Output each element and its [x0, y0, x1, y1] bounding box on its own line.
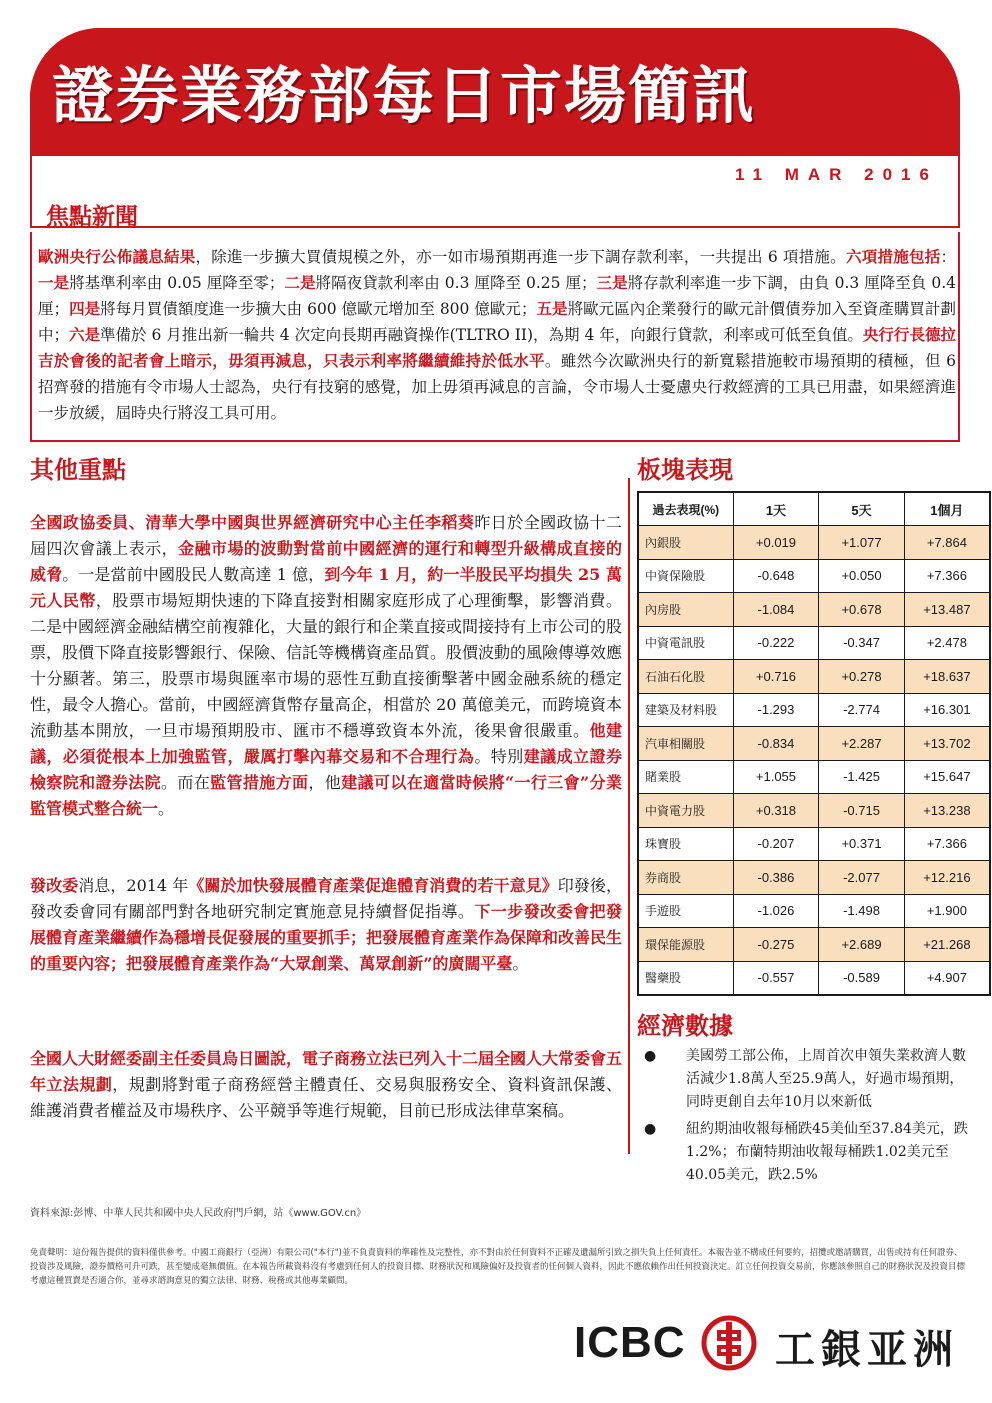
five-day-cell: -0.715 [819, 794, 905, 828]
five-day-cell: -1.498 [819, 894, 905, 928]
sector-name-cell: 券商股 [638, 861, 733, 895]
table-row [638, 961, 990, 995]
page-title: 證券業務部每日市場簡訊 [52, 59, 757, 132]
highlight-text: 建議可以在適當時候將“一行三會”分業監管模式整合統一 [30, 773, 622, 818]
body-text: 將歐元區內企業發行的歐元計價債券加入至資產購買計劃中； [38, 300, 956, 344]
table-row [638, 593, 990, 627]
sector-name-cell: 汽車相關股 [638, 727, 733, 761]
col-header: 1天 [733, 492, 819, 526]
one-month-cell: +7.366 [904, 559, 990, 593]
body-text: 。而在 [161, 773, 211, 792]
table-row [638, 827, 990, 861]
one-month-cell: +1.900 [904, 894, 990, 928]
one-month-cell: +4.907 [904, 961, 990, 995]
one-month-cell: +12.216 [904, 861, 990, 895]
highlight-text: 六是 [69, 325, 101, 344]
body-text: 印發後，發改委會同有關部門對各地研究制定實施意見持續督促指導。 [30, 876, 622, 921]
highlight-text: 到今年 1 月，約一半股民平均損失 25 萬元人民幣 [30, 565, 622, 610]
body-text: 將存款利率進一步下調，由負 0.3 厘降至負 0.4 厘； [38, 274, 956, 318]
sector-name-cell: 內房股 [638, 593, 733, 627]
body-text: ，規劃將對電子商務經營主體責任、交易與服務安全、資料資訊保護、維護消費者權益及市場秩序、公平競爭等進行規範，目前已形成法律草案稿。 [30, 1075, 622, 1120]
sector-name-cell: 內銀股 [638, 526, 733, 560]
highlight-text: 金融市場的波動對當前中國經濟的運行和轉型升級構成直接的威脅 [30, 539, 622, 584]
table-row [638, 660, 990, 694]
highlight-text: 他建議，必須從根本上加強監管，嚴厲打擊內幕交易和不合理行為 [30, 721, 622, 766]
body-text: 消息，2014 年 [78, 876, 189, 895]
table-row [638, 760, 990, 794]
sector-name-cell: 珠寶股 [638, 827, 733, 861]
one-day-cell: +0.318 [733, 794, 819, 828]
one-day-cell: -0.207 [733, 827, 819, 861]
one-month-cell: +16.301 [904, 693, 990, 727]
one-day-cell: +0.019 [733, 526, 819, 560]
col-header: 過去表現(%) [638, 492, 733, 526]
sector-performance-heading: 板塊表現 [637, 456, 733, 484]
highlight-text: 發改委 [30, 876, 79, 895]
economic-data-heading: 經濟數據 [637, 1012, 733, 1040]
sector-table-wrap [637, 491, 991, 996]
one-month-cell: +7.366 [904, 827, 990, 861]
highlight-item [30, 510, 622, 822]
highlight-item [30, 1046, 622, 1124]
icbc-logo-text: ICBC [574, 1318, 686, 1367]
five-day-cell: +1.077 [819, 526, 905, 560]
table-row [638, 928, 990, 962]
icbc-asia-logo-text: 工銀亚洲 [775, 1327, 959, 1373]
list-item [644, 1118, 969, 1187]
highlight-text: 三是 [596, 273, 628, 292]
body-text: ，股票市場短期快速的下降直接對相關家庭形成了心理衝擊，影響消費。二是中國經濟金融結構空前複雜化，大量的銀行和企業直接或間接持有上市公司的股票，股價下降直接影響銀行、保險、信託等機構資產品質。股價波動的風險傳導效應十分顯著。第三，股票市場與匯率市場的惡性互動直接衝擊著中國金融系統的穩定性，最令人擔心。當前，中國經濟貨幣存量高企，相當於 20 萬億美元，而跨境資本流動基本開放，一旦市場預期股市、匯市不穩導致資本外流，後果會很嚴重。 [30, 591, 623, 740]
one-day-cell: -0.648 [733, 559, 819, 593]
one-month-cell: +13.487 [904, 593, 990, 627]
one-day-cell: -1.084 [733, 593, 819, 627]
icbc-emblem-icon [700, 1314, 758, 1376]
highlight-text: 五是 [536, 299, 568, 318]
one-day-cell: -0.386 [733, 861, 819, 895]
highlight-text: 一是 [38, 273, 70, 292]
highlight-text: 歐洲央行公佈議息結果 [38, 247, 196, 266]
highlight-text: 《關於加快發展體育產業促進體育消費的若干意見》 [188, 876, 558, 895]
highlight-text: 四是 [69, 299, 101, 318]
highlight-item [30, 873, 622, 977]
one-month-cell: +15.647 [904, 760, 990, 794]
one-day-cell: -1.293 [733, 693, 819, 727]
table-row [638, 861, 990, 895]
highlight-text: 央行行長德拉吉於會後的記者會上暗示，毋須再減息，只表示利率將繼續維持於低水平 [38, 325, 956, 370]
table-row [638, 693, 990, 727]
one-day-cell: -0.834 [733, 727, 819, 761]
one-month-cell: +7.864 [904, 526, 990, 560]
body-text: 。一是當前中國股民人數高達 1 億， [62, 565, 325, 584]
one-month-cell: +2.478 [904, 626, 990, 660]
bullet-icon: ● [644, 1121, 657, 1137]
sector-name-cell: 中資保險股 [638, 559, 733, 593]
table-row [638, 626, 990, 660]
highlight-text: 建議成立證券檢察院和證券法院 [30, 747, 622, 792]
sector-name-cell: 賭業股 [638, 760, 733, 794]
table-row [638, 794, 990, 828]
sector-name-cell: 中資電訊股 [638, 626, 733, 660]
sector-name-cell: 石油石化股 [638, 660, 733, 694]
one-month-cell: +18.637 [904, 660, 990, 694]
five-day-cell: -2.774 [819, 693, 905, 727]
body-text: ，他 [308, 773, 342, 792]
one-day-cell: +0.716 [733, 660, 819, 694]
body-text: 將隔夜貸款利率由 0.3 厘降至 0.25 厘； [315, 274, 597, 292]
sector-name-cell: 醫藥股 [638, 961, 733, 995]
five-day-cell: +2.287 [819, 727, 905, 761]
economic-data-list [644, 1045, 969, 1191]
five-day-cell: -1.425 [819, 760, 905, 794]
one-day-cell: +1.055 [733, 760, 819, 794]
column-divider [628, 478, 630, 1154]
highlight-text: 監管措施方面 [210, 773, 309, 792]
table-row [638, 894, 990, 928]
body-text: 。 [158, 799, 175, 818]
five-day-cell: -0.347 [819, 626, 905, 660]
disclaimer: 免責聲明：這份報告提供的資料僅供參考。中國工商銀行（亞洲）有限公司("本行")並不負責資料的準確性及完整性，亦不對由於任何資料不正確及遺漏所引致之損失負上任何責任。本報告並不構成任何要約，招攬或邀請購買，出售或持有任何證券、投資涉及風險，證券價格可升可跌，甚至變成毫無價值。在本報告所載資料沒有考慮到任何人的投資目標、財務狀況和風險偏好及投資者的任何個人資料，因此不應依賴作出任何投資決定。訂立任何投資交易前，你應該參照自己的財務狀況及投資目標考慮這種買賣是否適合你，並尋求諮詢意見的獨立法律、財務、稅務或其他專業顧問。 [30, 1248, 966, 1286]
sector-performance-table [637, 491, 991, 996]
economic-data-text: 紐約期油收報每桶跌45美仙至37.84美元，跌1.2%；布蘭特期油收報每桶跌1.02美元至40.05美元，跌2.5% [686, 1121, 968, 1183]
highlight-text: 下一步發改委會把發展體育產業繼續作為穩增長促發展的重要抓手；把發展體育產業作為保障和改善民生的重要內容；把發展體育產業作為“大眾創業、萬眾創新”的廣闊平臺 [30, 902, 623, 973]
sector-name-cell: 建築及材料股 [638, 693, 733, 727]
body-text: ： [940, 248, 956, 266]
five-day-cell: +2.689 [819, 928, 905, 962]
bullet-icon: ● [644, 1048, 657, 1064]
sector-name-cell: 手遊股 [638, 894, 733, 928]
five-day-cell: +0.278 [819, 660, 905, 694]
one-day-cell: -1.026 [733, 894, 819, 928]
one-day-cell: -0.275 [733, 928, 819, 962]
economic-data-text: 美國勞工部公佈，上周首次申領失業救濟人數活減少1.8萬人至25.9萬人，好過市場預期，同時更創自去年10月以來新低 [686, 1048, 966, 1110]
body-text: 將每月買債額度進一步擴大由 600 億歐元增加至 800 億歐元； [100, 300, 537, 318]
sector-name-cell: 中資電力股 [638, 794, 733, 828]
col-header: 5天 [819, 492, 905, 526]
one-day-cell: -0.557 [733, 961, 819, 995]
one-month-cell: +21.268 [904, 928, 990, 962]
sector-name-cell: 環保能源股 [638, 928, 733, 962]
five-day-cell: +0.678 [819, 593, 905, 627]
table-header-row [638, 492, 990, 526]
report-date: 11 MAR 2016 [735, 165, 938, 184]
body-text: 。 [512, 954, 529, 973]
body-text: 。特別 [474, 747, 524, 766]
body-text: 。雖然今次歐洲央行的新寬鬆措施較市場預期的積極，但 6 招齊發的措施有令市場人士認為，央行有技窮的感覺，加上毋須再減息的言論，令市場人士憂慮央行救經濟的工具已用盡，如果經濟進一步放緩，屆時央行將沒工具可用。 [38, 352, 956, 422]
body-text: 將基準利率由 0.05 厘降至零； [69, 274, 285, 292]
five-day-cell: -0.589 [819, 961, 905, 995]
one-month-cell: +13.238 [904, 794, 990, 828]
table-row [638, 559, 990, 593]
focus-news-heading: 焦點新聞 [46, 204, 138, 230]
col-header: 1個月 [904, 492, 990, 526]
body-text: 昨日於全國政協十二屆四次會議上表示， [30, 513, 622, 558]
focus-news-paragraph [38, 244, 956, 426]
five-day-cell: +0.371 [819, 827, 905, 861]
highlight-text: 全國政協委員、清華大學中國與世界經濟研究中心主任李稻葵 [30, 513, 475, 532]
list-item [644, 1045, 969, 1114]
five-day-cell: +0.050 [819, 559, 905, 593]
body-text: 準備於 6 月推出新一輪共 4 次定向長期再融資操作(TLTRO II)，為期 4 年，向銀行貸款，利率或可低至負值。 [100, 326, 863, 344]
highlight-text: 二是 [284, 273, 316, 292]
one-day-cell: -0.222 [733, 626, 819, 660]
highlight-text: 全國人大財經委副主任委員烏日圖說，電子商務立法已列入十二屆全國人大常委會五年立法規劃 [30, 1049, 623, 1094]
highlight-text: 六項措施包括 [845, 247, 941, 266]
body-text: ，除進一步擴大買債規模之外，亦一如市場預期再進一步下調存款利率，一共提出 6 項措施。 [195, 248, 846, 266]
table-row [638, 727, 990, 761]
one-month-cell: +13.702 [904, 727, 990, 761]
five-day-cell: -2.077 [819, 861, 905, 895]
source-note: 資料來源:彭博、中華人民共和國中央人民政府門戶網，站《www.GOV.cn》 [30, 1208, 367, 1219]
table-row [638, 526, 990, 560]
other-highlights-heading: 其他重點 [30, 456, 126, 484]
